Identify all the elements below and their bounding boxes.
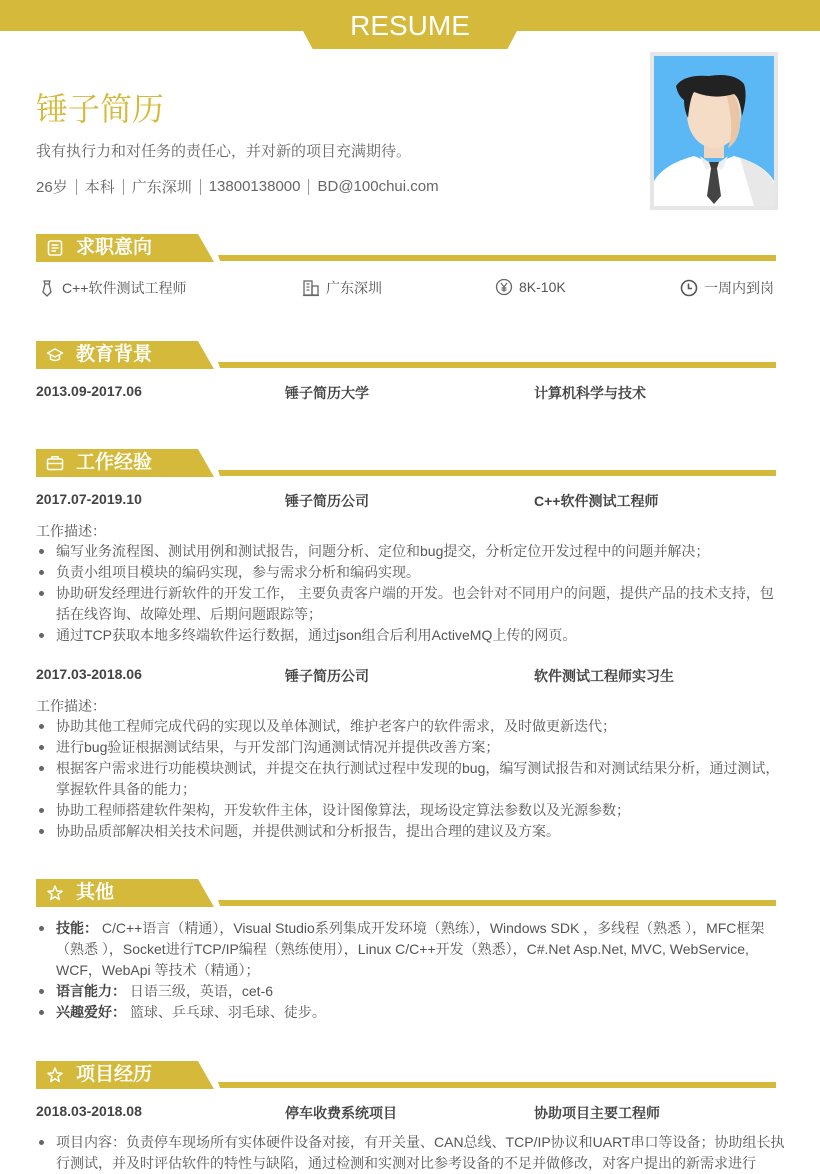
section-rule	[218, 1082, 776, 1088]
list-item: 编写业务流程图、测试用例和测试报告，问题分析、定位和bug提交，分析定位开发过程中的问题并解决；	[36, 541, 786, 562]
work-position: C++软件测试工程师	[534, 493, 659, 509]
section-rule	[218, 255, 776, 261]
education-major: 计算机科学与技术	[534, 385, 646, 401]
section-title: 工作经验	[76, 452, 153, 473]
info-age: 26岁	[36, 179, 68, 196]
project-desc-list	[36, 1132, 786, 1174]
intent-city	[302, 278, 382, 298]
work-desc-label: 工作描述：	[36, 523, 106, 539]
section-header-intent	[36, 234, 776, 264]
divider	[308, 179, 309, 195]
other-list	[36, 918, 784, 1023]
building-icon	[302, 279, 320, 297]
list-item: 协助品质部解决相关技术问题，并提供测试和分析报告，提出合理的建议及方案。	[36, 821, 786, 842]
tie-icon	[38, 279, 56, 297]
list-item	[36, 981, 784, 1002]
section-header-education	[36, 341, 776, 371]
clock-icon	[680, 279, 698, 297]
project-name: 停车收费系统项目	[285, 1105, 397, 1121]
motto: 我有执行力和对任务的责任心，并对新的项目充满期待。	[36, 143, 412, 160]
list-item: 进行bug验证根据测试结果，与开发部门沟通测试情况并提供改善方案；	[36, 737, 786, 758]
intent-availability	[680, 278, 774, 298]
job-intent-row	[36, 278, 776, 300]
work-company: 锤子简历公司	[285, 668, 369, 684]
education-school: 锤子简历大学	[285, 385, 369, 401]
graduation-cap-icon	[46, 346, 64, 364]
language-label: 语言能力：	[56, 983, 126, 999]
list-item: 协助工程师搭建软件架构，开发软件主体，设计图像算法，现场设定算法参数以及光源参数；	[36, 800, 786, 821]
divider	[123, 179, 124, 195]
skills-text: C/C++语言（精通），Visual Studio系列集成开发环境（熟练），Windows SDK ，多线程（熟悉 ），MFC框架（熟悉 ），Socket进行TCP/IP编程（熟练使用），Linux C/C++开发（熟悉），C#.Net Asp.Net, MVC, WebService, WCF，WebApi 等技术（精通）；	[56, 920, 765, 978]
work-period: 2017.03-2018.06	[36, 666, 142, 682]
project-role: 协助项目主要工程师	[534, 1105, 660, 1121]
work-position: 软件测试工程师实习生	[534, 668, 674, 684]
work-period: 2017.07-2019.10	[36, 491, 142, 507]
section-rule	[218, 362, 776, 368]
divider	[200, 179, 201, 195]
star-icon	[46, 884, 64, 902]
section-rule	[218, 470, 776, 476]
resume-name: 锤子简历	[36, 91, 165, 127]
list-item: 协助研发经理进行新软件的开发工作， 主要负责客户端的开发。也会针对不同用户的问题，提供产品的技术支持，包括在线咨询、故障处理、后期问题跟踪等；	[36, 583, 786, 625]
intent-city-label: 广东深圳	[326, 280, 382, 296]
avatar	[650, 52, 778, 210]
work-desc-list	[36, 541, 786, 646]
hobbies-text: 篮球、乒乓球、羽毛球、徒步。	[129, 1004, 326, 1020]
intent-position-label: C++软件测试工程师	[62, 280, 187, 296]
skills-label: 技能：	[56, 920, 98, 936]
section-title: 教育背景	[76, 344, 153, 365]
intent-salary-label: 8K-10K	[519, 279, 566, 295]
info-location: 广东深圳	[131, 179, 192, 196]
section-title: 项目经历	[76, 1064, 153, 1085]
list-item: 根据客户需求进行功能模块测试，并提交在执行测试过程中发现的bug，编写测试报告和对测试结果分析，通过测试，掌握软件具备的能力；	[36, 758, 786, 800]
avatar-portrait-icon	[654, 56, 774, 206]
section-header-other	[36, 879, 776, 909]
document-icon	[46, 239, 64, 257]
work-company: 锤子简历公司	[285, 493, 369, 509]
list-item	[36, 1002, 784, 1023]
hobbies-label: 兴趣爱好：	[56, 1004, 126, 1020]
intent-position	[38, 278, 186, 298]
language-text: 日语三级，英语，cet-6	[129, 983, 274, 999]
intent-salary	[495, 278, 566, 296]
list-item: 通过TCP获取本地多终端软件运行数据，通过json组合后利用ActiveMQ上传的网页。	[36, 625, 786, 646]
work-desc-list	[36, 716, 786, 842]
section-header-work	[36, 449, 776, 479]
banner-title: RESUME	[350, 10, 470, 41]
section-rule	[218, 900, 776, 906]
section-title: 其他	[76, 882, 115, 903]
list-item: 协助其他工程师完成代码的实现以及单体测试，维护老客户的软件需求，及时做更新迭代；	[36, 716, 786, 737]
section-header-projects	[36, 1061, 776, 1091]
intent-availability-label: 一周内到岗	[704, 280, 774, 296]
info-email: BD@100chui.com	[317, 178, 439, 195]
yen-icon	[495, 278, 513, 296]
divider	[76, 179, 77, 195]
section-title: 求职意向	[76, 237, 153, 258]
project-period: 2018.03-2018.08	[36, 1103, 142, 1119]
info-phone: 13800138000	[208, 178, 301, 195]
education-period: 2013.09-2017.06	[36, 383, 142, 399]
star-icon	[46, 1066, 64, 1084]
work-desc-label: 工作描述：	[36, 698, 106, 714]
info-degree: 本科	[84, 179, 115, 196]
list-item: 负责小组项目模块的编码实现，参与需求分析和编码实现。	[36, 562, 786, 583]
briefcase-icon	[46, 454, 64, 472]
list-item	[36, 918, 784, 981]
list-item: 项目内容：负责停车现场所有实体硬件设备对接，有开关量、CAN总线、TCP/IP协议和UART串口等设备；协助组长执行测试，并及时评估软件的特性与缺陷，通过检测和实测对比参考设备的不足并做修改，对客户提出的新需求进行	[36, 1132, 786, 1174]
personal-info	[36, 176, 439, 197]
